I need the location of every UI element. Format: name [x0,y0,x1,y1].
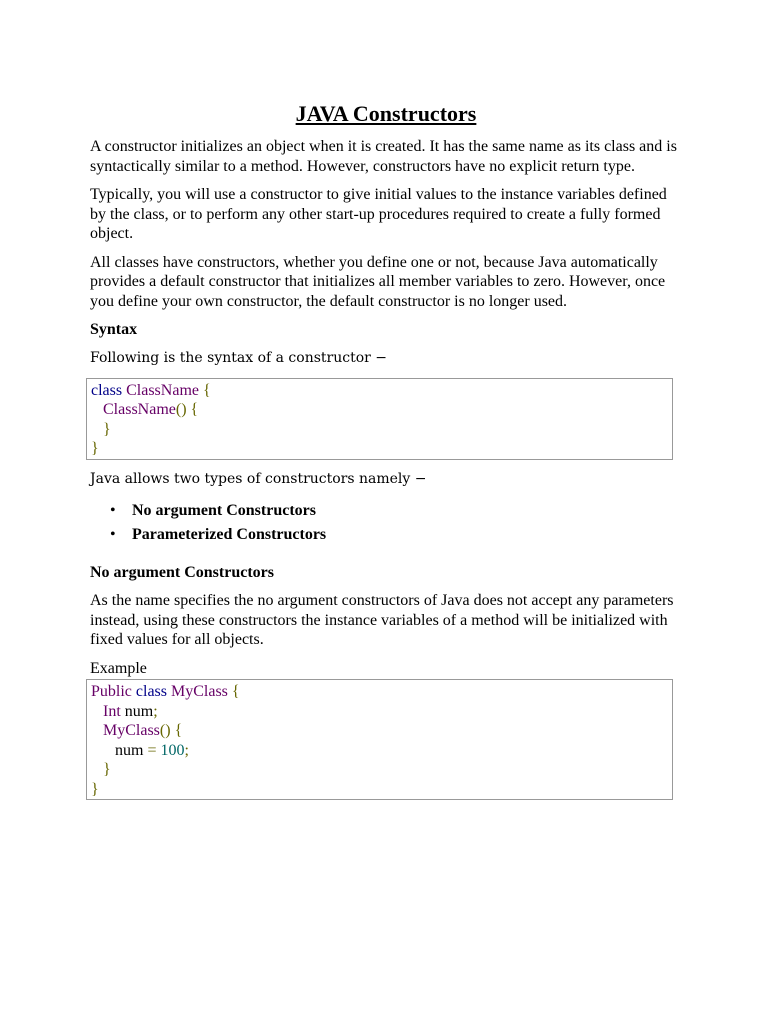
code-line [91,682,668,702]
code-brace: { [202,381,211,399]
code-line [91,721,668,741]
paragraph-definition: A constructor initializes an object when it is created. It has the same name as its class and is syntactically similar to a method. However, constructors have no explicit return type. [90,138,677,175]
code-line [91,760,668,780]
code-keyword: class [91,381,123,399]
types-intro: Java allows two types of constructors namely − [90,470,427,487]
code-line [91,381,668,401]
code-literal: 100 [160,741,185,759]
list-item-label: Parameterized Constructors [132,525,327,543]
example-label: Example [90,659,147,677]
no-arg-description: As the name specifies the no argument constructors of Java does not accept any parameters instead, using these constructors the instance variables of a method will be initialized with fixed values for all objects. [90,592,674,648]
code-brace: } [91,780,99,798]
no-arg-heading: No argument Constructors [90,563,274,581]
code-parens: () [159,722,171,739]
code-line [91,741,668,761]
code-brace: } [103,420,111,438]
code-line [91,702,668,722]
constructor-types-list [90,499,682,547]
syntax-intro: Following is the syntax of a constructor − [90,349,388,366]
code-brace: { [174,722,183,739]
code-parens: () [175,401,187,418]
document-page [90,100,682,810]
code-brace: } [103,761,111,778]
code-line [91,400,668,420]
code-line [91,420,668,440]
code-class-name: MyClass [171,683,228,700]
page-title: JAVA Constructors [295,101,477,126]
code-constructor-name: ClassName [103,401,176,418]
code-keyword: Public [91,683,132,700]
code-keyword: class [135,683,167,700]
code-line [91,439,668,459]
list-item [110,499,682,523]
list-item [110,523,682,547]
code-constructor-name: MyClass [103,722,160,739]
paragraph-usage: Typically, you will use a constructor to give initial values to the instance variables defined by the class, or to perform any other start-up procedures required to create a fully formed object. [90,186,667,242]
code-class-name: ClassName [126,381,199,399]
code-line [91,780,668,800]
code-variable: num [115,741,144,759]
list-item-label: No argument Constructors [132,501,316,519]
example-code-block [86,679,673,800]
bullet-icon: • [110,525,116,543]
code-semicolon: ; [184,741,189,759]
code-operator: = [147,741,157,759]
code-brace: { [190,401,199,418]
code-semicolon: ; [153,702,158,720]
syntax-heading: Syntax [90,321,138,338]
code-brace: { [231,683,240,700]
code-brace: } [91,440,99,457]
code-type: Int [103,702,121,720]
code-variable: num [124,702,154,720]
syntax-code-block [86,378,673,460]
paragraph-default-constructor: All classes have constructors, whether you define one or not, because Java automatically provides a default constructor that initializes all member variables to zero. However, once you define your own constructor, the default constructor is no longer used. [90,253,666,310]
bullet-icon: • [110,501,116,519]
